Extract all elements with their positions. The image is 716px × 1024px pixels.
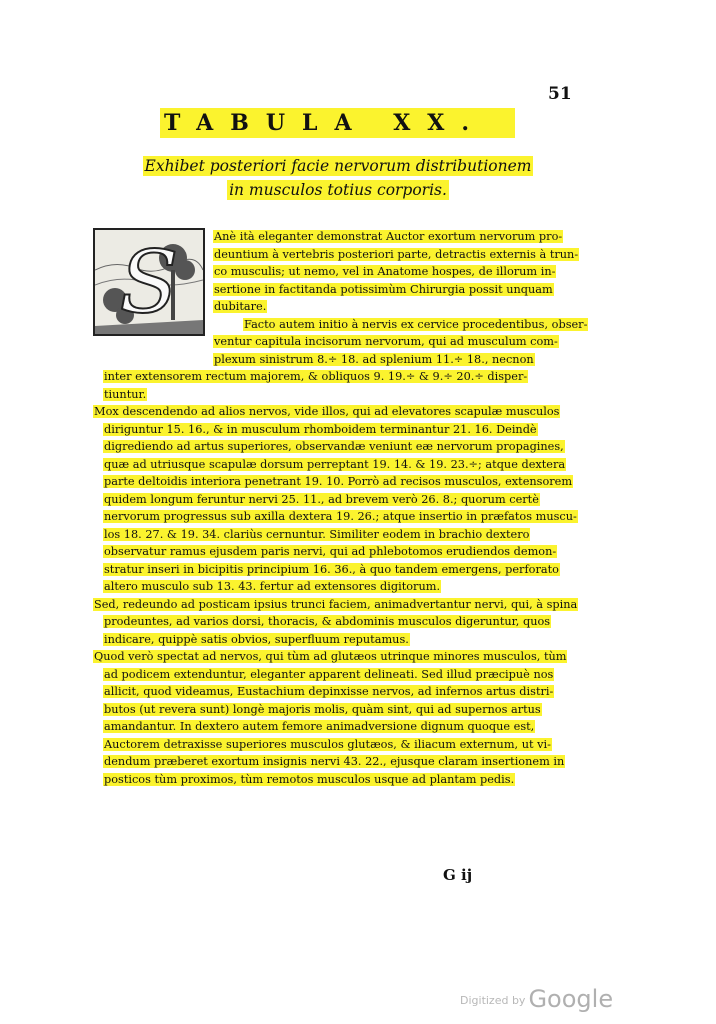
plate-title: TABULA XX. [160, 108, 515, 138]
text-line-content: nervorum progressus sub axilla dextera 19. 26.; atque insertio in præfatos muscu- [104, 510, 577, 523]
text-line-content: butos (ut revera sunt) longè majoris molis, quàm sint, qui ad supernos artus [104, 702, 541, 716]
text-line [93, 368, 575, 386]
text-line [93, 561, 575, 579]
text-line-content: diriguntur 15. 16., & in musculum rhomboidem terminantur 21. 16. Deindè [104, 422, 537, 436]
signature-mark: G ij [443, 866, 473, 884]
text-line [93, 473, 575, 491]
text-line-content: tiuntur. [104, 387, 147, 401]
text-line [93, 683, 575, 701]
text-line [93, 526, 575, 544]
text-line-content: deuntium à vertebris posteriori parte, detractis externis à trun- [214, 247, 579, 261]
subtitle [128, 154, 548, 202]
text-line-content: inter extensorem rectum majorem, & obliquos 9. 19.÷ & 9.÷ 20.÷ disper- [104, 370, 528, 383]
text-line [93, 281, 575, 299]
text-line [93, 771, 575, 789]
text-line-content: allicit, quod videamus, Eustachium depinxisse nervos, ad infernos artus distri- [104, 685, 554, 698]
text-line [93, 421, 575, 439]
text-line [93, 613, 575, 631]
text-line [93, 316, 588, 334]
text-line-content: amandantur. In dextero autem femore animadversione dignum quoque est, [104, 720, 535, 733]
text-line-content: posticos tùm proximos, tùm remotos musculos usque ad plantam pedis. [104, 772, 515, 786]
subtitle-line-1: Exhibet posteriori facie nervorum distributionem [144, 157, 532, 175]
text-line [93, 228, 575, 246]
text-line [93, 578, 575, 596]
text-line [93, 333, 575, 351]
text-line-content: parte deltoidis interiora penetrant 19. 10. Porrò ad recisos musculos, extensorem [104, 475, 573, 488]
text-line-content: quæ ad utriusque scapulæ dorsum perreptant 19. 14. & 19. 23.÷; atque dextera [104, 457, 566, 471]
text-line [93, 596, 578, 614]
watermark-prefix: Digitized by [460, 994, 526, 1007]
text-line-content: quidem longum feruntur nervi 25. 11., ad brevem verò 26. 8.; quorum certè [104, 492, 539, 506]
text-line [93, 718, 575, 736]
watermark-brand: Google [528, 985, 614, 1013]
text-line-content: Facto autem initio à nervis ex cervice procedentibus, obser- [244, 317, 588, 331]
text-line-content: co musculis; ut nemo, vel in Anatome hospes, de illorum in- [214, 265, 556, 278]
text-line-content: digrediendo ad artus superiores, observandæ veniunt eæ nervorum propagines, [104, 440, 564, 453]
text-line [93, 246, 579, 264]
text-line [93, 438, 575, 456]
text-line-content: Quod verò spectat ad nervos, qui tùm ad glutæos utrinque minores musculos, tùm [94, 650, 567, 663]
text-line-content: Mox descendendo ad alios nervos, vide illos, qui ad elevatores scapulæ musculos [94, 405, 560, 418]
text-line-content: los 18. 27. & 19. 34. clariùs cernuntur. Similiter eodem in brachio dextero [104, 527, 530, 541]
text-line [93, 631, 575, 649]
text-line-content: Auctorem detraxisse superiores musculos glutæos, & iliacum externum, ut vi- [104, 737, 551, 751]
text-line-content: Anè ità eleganter demonstrat Auctor exortum nervorum pro- [214, 230, 563, 243]
text-line [93, 666, 575, 684]
text-line [93, 386, 575, 404]
text-line-content: ad podicem extenduntur, eleganter apparent delineati. Sed illud præcipuè nos [104, 667, 554, 681]
text-line-content: prodeuntes, ad varios dorsi, thoracis, & abdominis musculos digeruntur, quos [104, 615, 551, 628]
text-line-content: plexum sinistrum 8.÷ 18. ad splenium 11.÷ 18., necnon [214, 352, 534, 366]
text-line-content: Sed, redeundo ad posticam ipsius trunci faciem, animadvertantur nervi, qui, à spina [94, 597, 578, 611]
text-line [93, 263, 575, 281]
initial-letter: S [119, 233, 179, 333]
text-line-content: dubitare. [214, 300, 267, 313]
text-line [93, 456, 575, 474]
text-line [93, 543, 575, 561]
text-line [93, 648, 575, 666]
text-line [93, 736, 575, 754]
text-line-content: sertione in factitanda potissimùm Chirurgia possit unquam [214, 282, 553, 296]
text-line [93, 403, 575, 421]
text-line-content: stratur inseri in bicipitis principium 16. 36., à quo tandem emergens, perforato [104, 562, 559, 576]
text-line-content: observatur ramus ejusdem paris nervi, qui ad phlebotomos erudiendos demon- [104, 545, 557, 558]
text-line [93, 508, 575, 526]
text-line [93, 701, 575, 719]
body-paragraph [93, 228, 588, 788]
text-line-content: indicare, quippè satis obvios, superfluum reputamus. [104, 632, 409, 646]
page-number: 51 [548, 84, 572, 104]
text-line [93, 753, 575, 771]
text-line [93, 298, 575, 316]
digitized-watermark [460, 985, 613, 1013]
text-line-content: ventur capitula incisorum nervorum, qui ad musculum com- [214, 335, 558, 348]
subtitle-line-2: in musculos totius corporis. [229, 181, 447, 199]
text-line-content: altero musculo sub 13. 43. fertur ad extensores digitorum. [104, 580, 441, 593]
text-line [93, 351, 575, 369]
text-line [93, 491, 575, 509]
text-line-content: dendum præberet exortum insignis nervi 43. 22., ejusque claram insertionem in [104, 755, 565, 768]
